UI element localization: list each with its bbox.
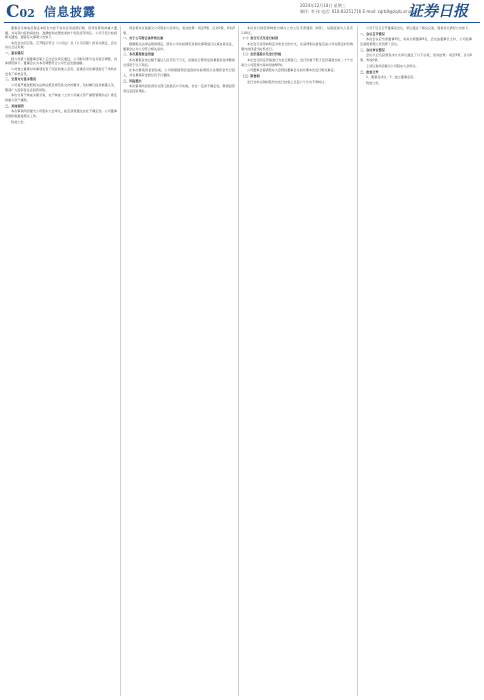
body-paragraph: 本次发行的股票种类为境内上市人民币普通股（A股），每股面值为人民币1.00元。 bbox=[241, 26, 353, 35]
section-heading: 三、备查文件 bbox=[360, 69, 379, 74]
body-paragraph: 会议以记名投票表决方式审议通过了以下议案，表决结果：同意9票，反对0票，弃权0票。 bbox=[360, 53, 472, 63]
body-paragraph: 本次募集资金总额不超过人民币若干万元，扣除发行费用后的募集资金净额将全部用于以下项目。 bbox=[123, 58, 235, 67]
section-heading: （二）定价基准日及发行价格 bbox=[241, 52, 282, 57]
column-divider bbox=[238, 26, 239, 696]
body-paragraph: 董事会全体成员保证本报告内容不存在任何虚假记载、误导性陈述或重大遗漏，并对其内容的真实性、准确性和完整性承担个别及连带责任。公司于近日收到相关通知，现将有关事项公告如下。 bbox=[5, 26, 117, 40]
column-3 bbox=[241, 26, 353, 86]
newspaper-logo: 证券日报 bbox=[408, 2, 469, 20]
page-number bbox=[6, 2, 35, 22]
section-heading: 三、其他说明 bbox=[5, 103, 24, 108]
section-title: 信息披露 bbox=[44, 5, 97, 19]
header-rule bbox=[4, 22, 480, 23]
section-heading: 二、会议审议情况 bbox=[360, 47, 385, 52]
contact-line: 制作: 李 伟 电话: 010-83251716 E-mail: zqrb9@zqrb.sina.net bbox=[300, 9, 420, 14]
body-paragraph: 公司董事会提请股东大会授权董事会全权办理本次发行相关事宜。 bbox=[247, 68, 337, 73]
column-4 bbox=[360, 26, 472, 87]
column-2 bbox=[123, 26, 235, 95]
date-line: 2024年12月18日 星期三 bbox=[300, 3, 346, 8]
body-paragraph: 本次会议的召集、召开程序符合《公司法》及《公司章程》的有关规定，会议决议合法有效。 bbox=[5, 40, 117, 50]
body-paragraph: 本次发行的定价基准日为发行期首日，发行价格不低于定价基准日前二十个交易日公司股票交易均价的80%。 bbox=[241, 58, 353, 67]
body-paragraph: 特此公告。 bbox=[11, 119, 27, 124]
body-paragraph: 在本次募集资金到位前，公司将根据项目进度的实际情况以自筹资金先行投入，并在募集资金到位后予以置换。 bbox=[123, 68, 235, 77]
body-paragraph: 本次会议应出席董事9名，实际出席董事9名，会议由董事长主持，公司监事及高级管理人员列席了会议。 bbox=[360, 37, 472, 47]
body-paragraph: 公司于近日召开董事会会议，审议通过了相关议案，现将有关情况公告如下。 bbox=[366, 26, 472, 30]
column-divider bbox=[357, 26, 358, 696]
section-heading: 一、关于公司符合条件的议案 bbox=[123, 36, 164, 41]
section-heading: 三、风险提示 bbox=[123, 78, 142, 83]
page-number-digits: 02 bbox=[19, 7, 35, 20]
body-paragraph: 特此公告。 bbox=[366, 80, 382, 85]
section-heading: （一）发行方式及发行时间 bbox=[241, 36, 279, 41]
body-paragraph: 经公司第十届董事会第十五次会议审议通过，公司拟对部分业务进行调整，具体情况如下。董事会认为本次调整符合公司长远发展战略。 bbox=[5, 56, 117, 66]
page-letter: C bbox=[6, 2, 20, 22]
page-header bbox=[0, 0, 484, 22]
section-heading: 一、会议召开情况 bbox=[360, 31, 385, 36]
body-paragraph: 发行对象认购的股份自发行结束之日起六个月内不得转让。 bbox=[247, 79, 328, 84]
section-heading: 一、基本情况 bbox=[5, 51, 24, 56]
body-paragraph: 公司将严格按照相关法律法规及规范性文件的要求，及时履行信息披露义务，敬请广大投资者注意投资风险。 bbox=[5, 83, 117, 92]
section-heading: （三）限售期 bbox=[241, 74, 260, 79]
column-divider bbox=[120, 26, 121, 696]
body-paragraph: 本次事项尚需提交公司股东大会审议，能否获得通过存在不确定性。公司董事会将积极推进相关工作。 bbox=[5, 109, 117, 118]
body-paragraph: 上述议案尚需提交公司股东大会审议。 bbox=[366, 63, 419, 68]
body-paragraph: 本次发行采用向特定对象发行的方式，在获得相关批复后由公司在规定的有效期内选择适当时机发行。 bbox=[241, 42, 353, 51]
section-heading: 二、本次募集资金用途 bbox=[123, 52, 154, 57]
body-paragraph: 1、董事会决议；2、独立董事意见。 bbox=[366, 75, 417, 80]
column-1 bbox=[5, 26, 117, 125]
body-paragraph: 本次事项尚需获得有关部门批准后方可实施，存在一定的不确定性，敬请投资者注意投资风险。 bbox=[123, 84, 235, 93]
body-paragraph: 根据相关法律法规的规定，经对公司实际情况及相关事项进行认真自查论证，董事会认为公司符合相关条件。 bbox=[123, 42, 235, 51]
section-heading: 二、交易对方基本情况 bbox=[5, 77, 36, 82]
body-paragraph: 本次交易不构成关联交易，也不构成《上市公司重大资产重组管理办法》规定的重大资产重组。 bbox=[5, 93, 117, 102]
body-paragraph: 公司独立董事对该事项发表了同意的独立意见。监事会对该事项进行了审核并发表了审核意见。 bbox=[5, 67, 117, 76]
body-paragraph: 同意将该议案提交公司股东大会审议。表决结果：同意9票，反对0票，弃权0票。 bbox=[123, 26, 235, 35]
